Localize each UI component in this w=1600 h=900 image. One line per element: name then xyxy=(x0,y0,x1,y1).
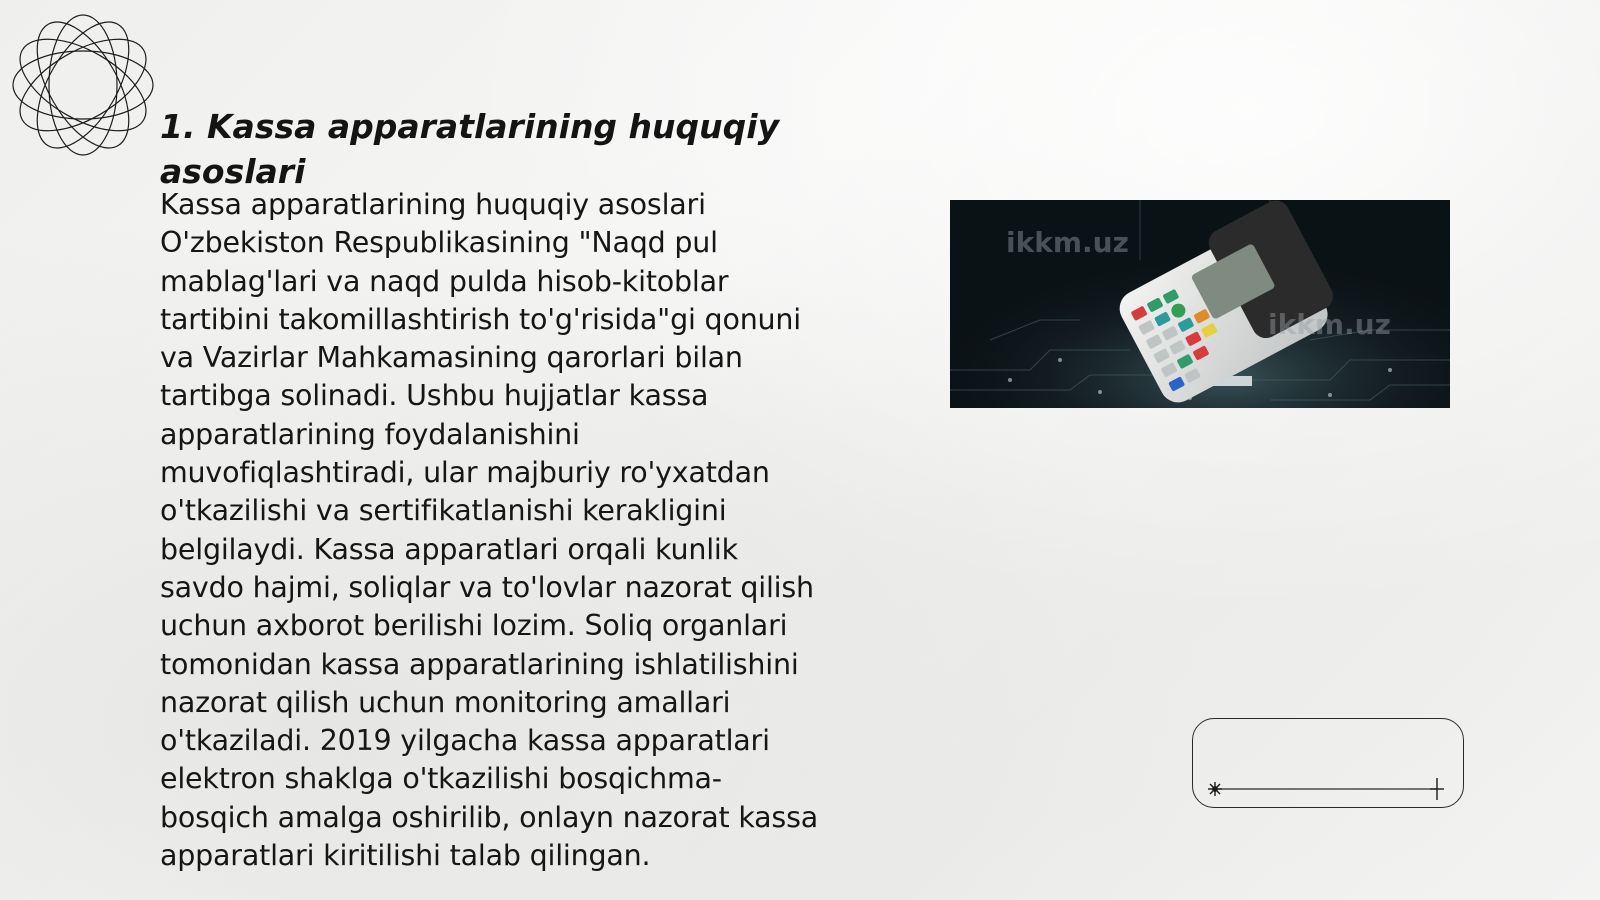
slide-body-text: Kassa apparatlarining huquqiy asoslari O'zbekiston Respublikasining "Naqd pul mablag'lari va naqd pulda hisob-kitoblar tartibini takomillashtirish to'g'risida"gi qonuni va Vazirlar Mahkamasining qarorlari bilan tartibga solinadi. Ushbu hujjatlar kassa apparatlarining foydalanishini muvofiqlashtiradi, ular majburiy ro'yxatdan o'tkazilishi va sertifikatlanishi kerakligini belgilaydi. Kassa apparatlari orqali kunlik savdo hajmi, soliqlar va to'lovlar nazorat qilish uchun axborot berilishi lozim. Soliq organlari tomonidan kassa apparatlarining ishlatilishini nazorat qilish uchun monitoring amallari o'tkaziladi. 2019 yilgacha kassa apparatlari elektron shaklga o'tkazilishi bosqichma-bosqich amalga oshirilib, onlayn nazorat kassa apparatlari kiritilishi talab qilingan. xyxy=(160,188,818,873)
cash-register-photo xyxy=(950,200,1450,408)
slide-title: 1. Kassa apparatlarining huquqiy asoslari xyxy=(160,107,780,191)
decorative-rounded-box xyxy=(1192,718,1464,808)
decorative-line xyxy=(1193,719,1465,809)
sparkle-icon xyxy=(1208,782,1222,796)
watermark-text: ikkm.uz xyxy=(1006,226,1129,259)
orbital-rings-icon xyxy=(8,10,158,160)
cross-icon xyxy=(1430,778,1444,800)
watermark-text: ikkm.uz xyxy=(1268,308,1391,341)
